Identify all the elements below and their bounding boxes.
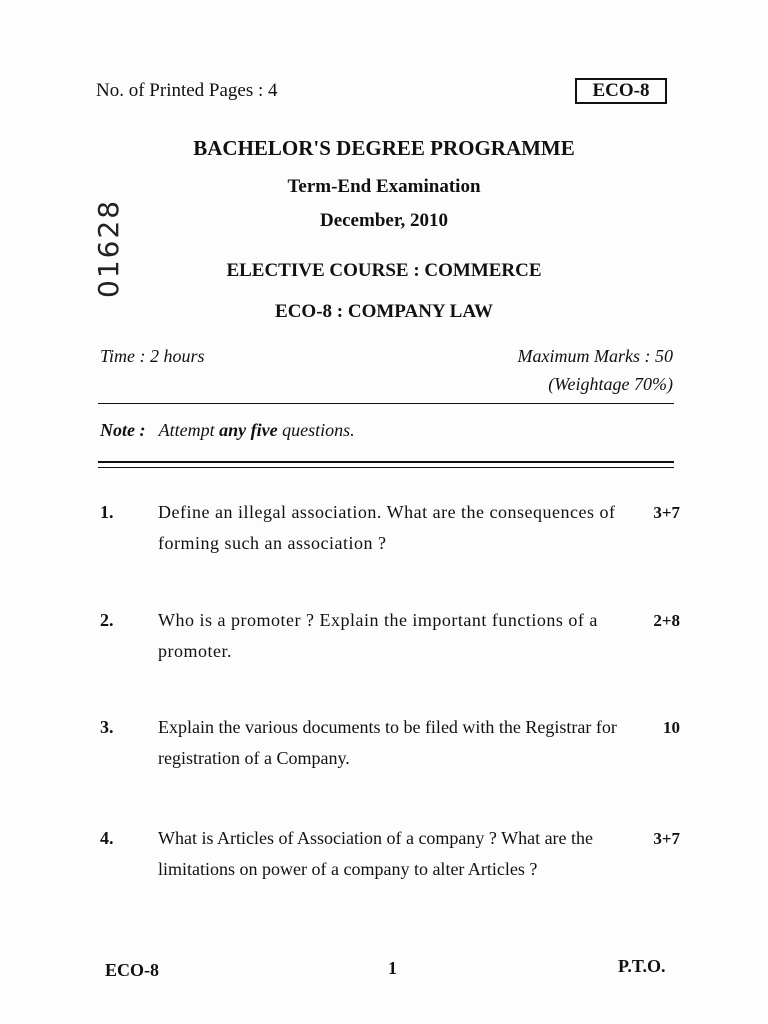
note-emphasis: any five [219,420,278,440]
question-text: What is Articles of Association of a company ? What are the limitations on power of a company to alter Articles ? [158,828,594,879]
course-title: ELECTIVE COURSE : COMMERCE [226,260,542,281]
double-divider-bottom [98,467,674,468]
note-label: Note : [100,420,146,440]
subject-title: ECO-8 : COMPANY LAW [275,301,493,322]
question-text: Explain the various documents to be filed with the Registrar for registration of a Company. [158,717,617,768]
question-number: 4. [100,828,114,848]
marks-info [518,342,673,398]
question-text: Who is a promoter ? Explain the important functions of a promoter. [158,610,598,661]
question-number: 1. [100,502,114,522]
note-pre: Attempt [158,420,220,440]
time-allowed: Time : 2 hours [100,346,205,366]
max-marks: Maximum Marks : 50 [517,346,673,366]
note-post: questions. [277,420,355,440]
printed-pages-count: No. of Printed Pages : 4 [96,80,278,101]
divider [98,403,674,404]
question-number: 2. [100,610,114,630]
course-code-box: ECO-8 [575,78,667,104]
question-text: Define an illegal association. What are the consequences of forming such an association ? [158,502,616,553]
exam-date: December, 2010 [319,210,449,231]
please-turn-over: P.T.O. [618,956,666,976]
exam-title: Term-End Examination [287,176,481,197]
question-marks: 2+8 [653,611,680,630]
programme-title-text: BACHELOR'S DEGREE PROGRAMME [193,136,575,160]
page-number: 1 [388,958,397,978]
serial-number: 01628 [92,198,125,298]
question-number: 3. [100,717,114,737]
double-divider-top [98,461,674,463]
question-marks: 10 [663,718,680,737]
question-marks: 3+7 [653,829,680,848]
question-marks: 3+7 [653,503,680,522]
weightage: (Weightage 70%) [548,374,673,394]
programme-title [0,136,768,161]
instruction-note [100,420,355,441]
footer-course-code: ECO-8 [105,960,159,980]
